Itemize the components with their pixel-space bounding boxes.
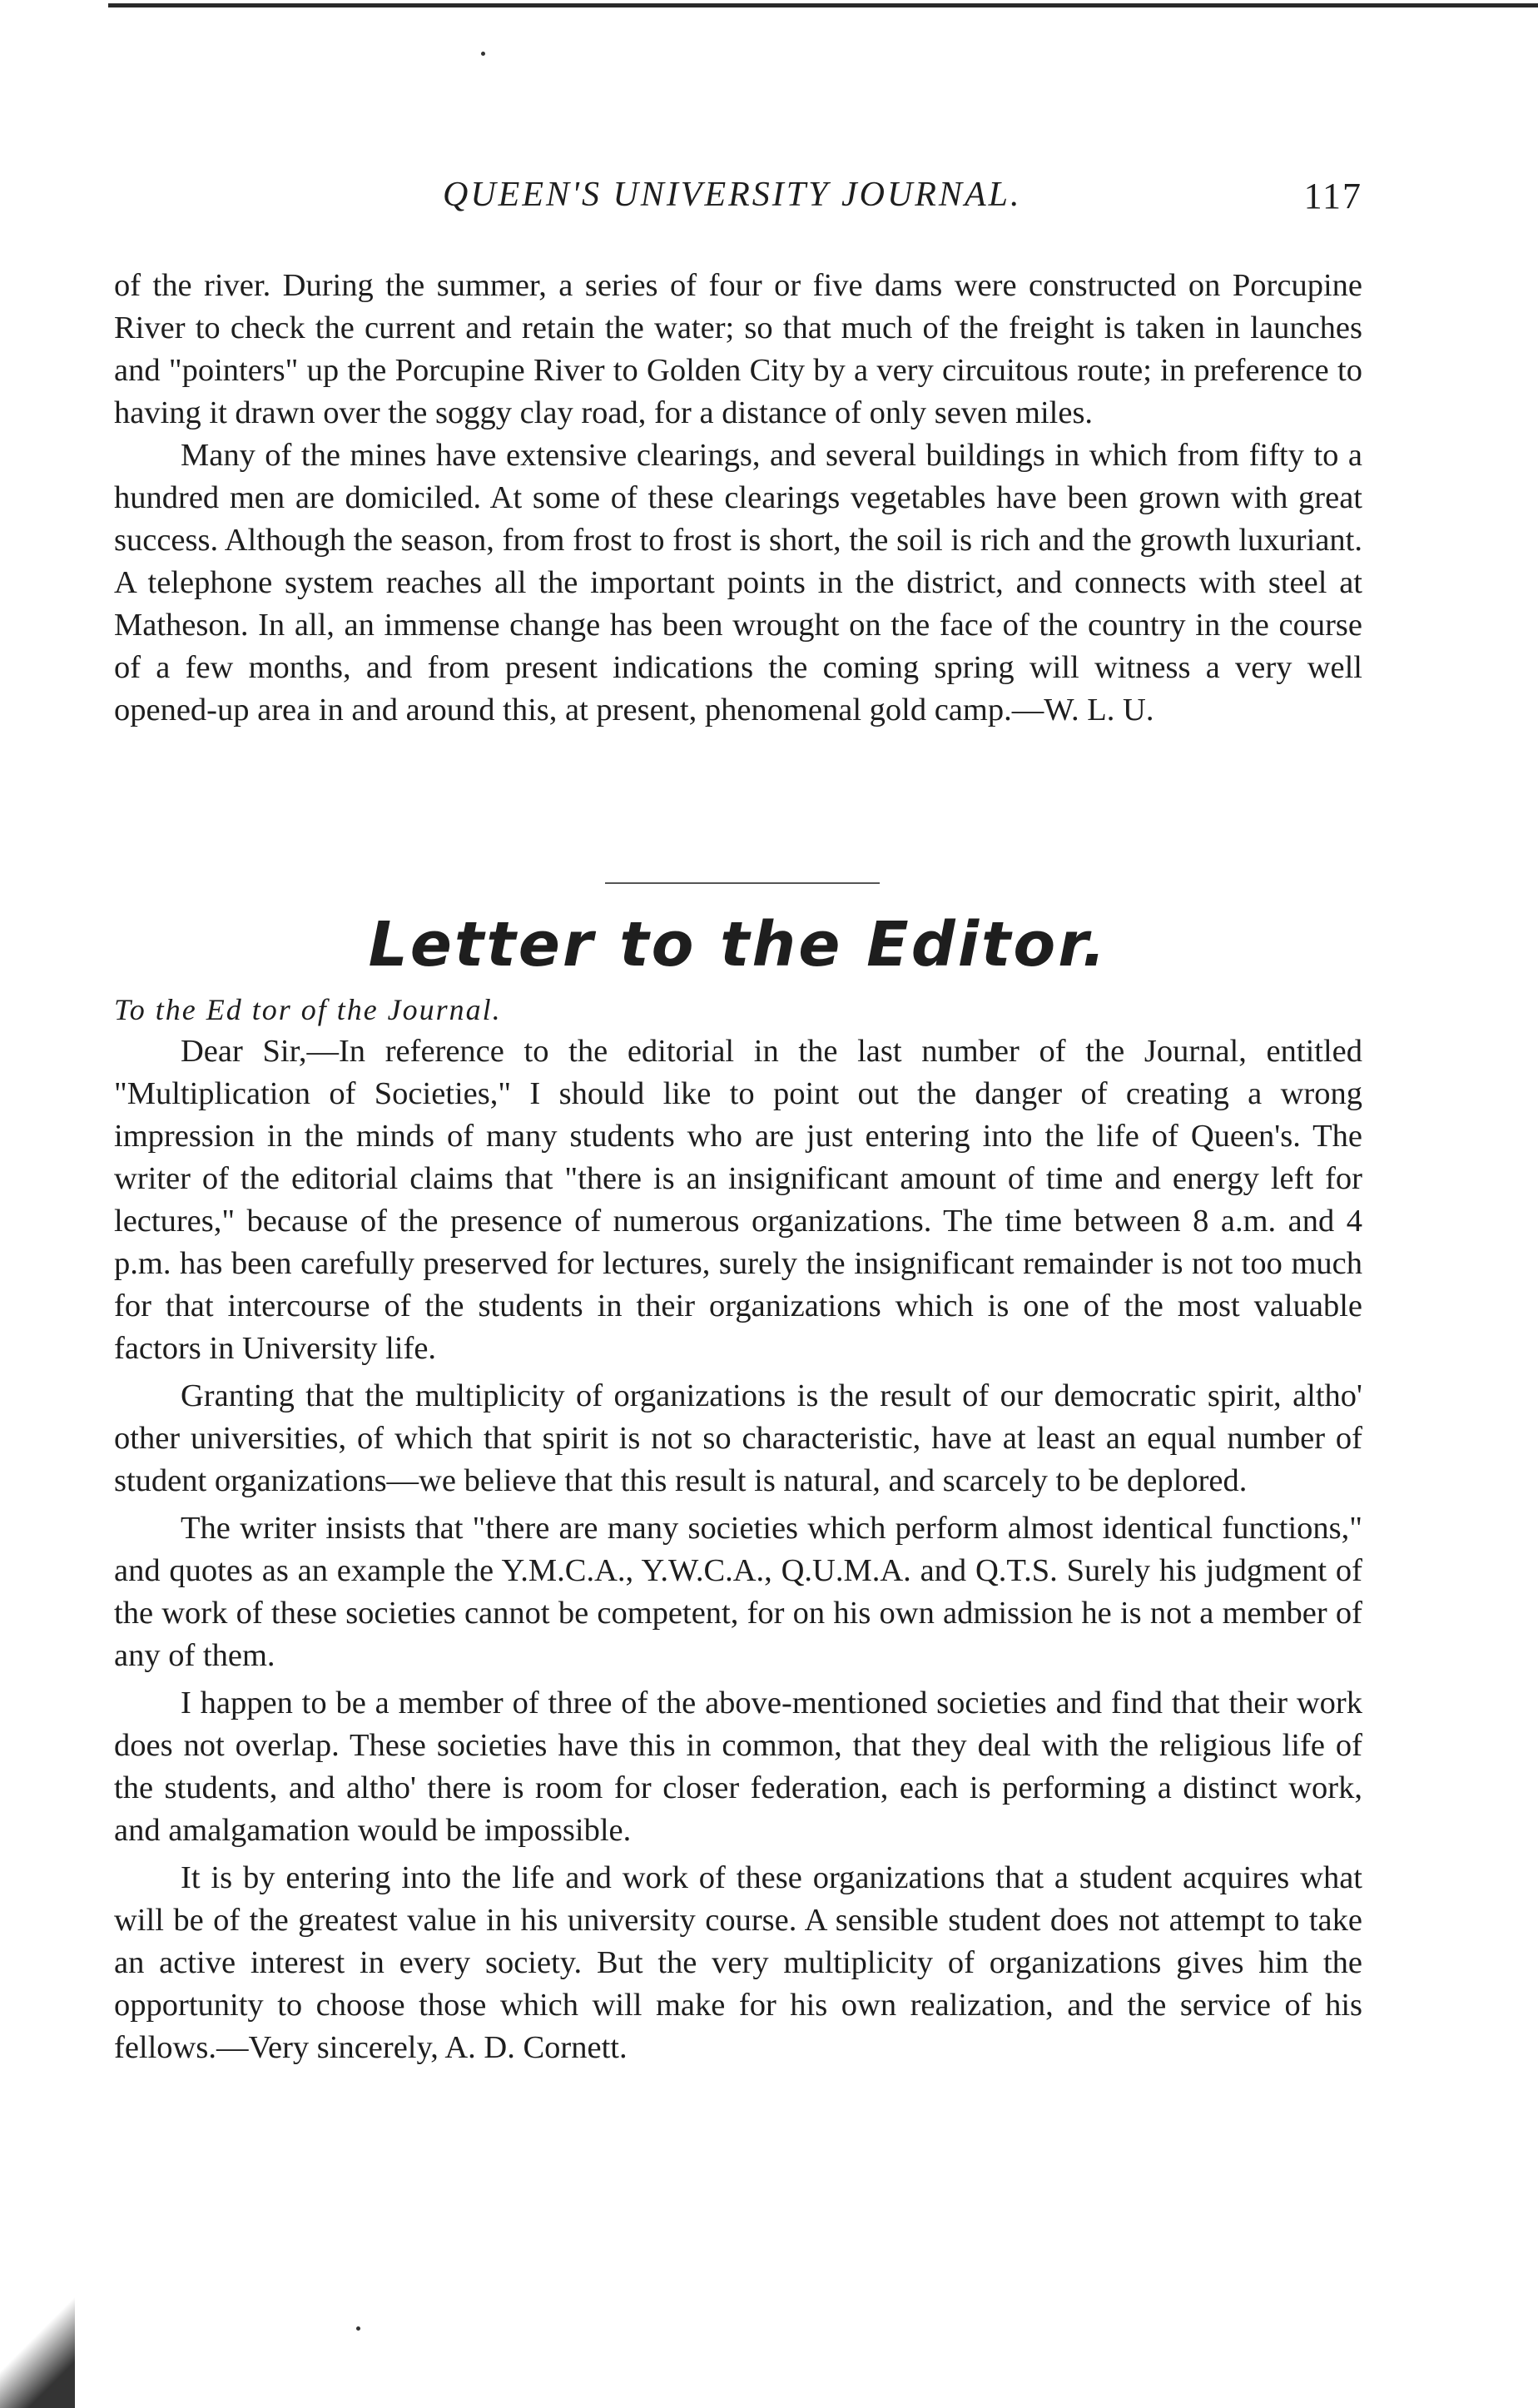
article-paragraph: Many of the mines have extensive clearings, and several buildings in which from fifty to a hundred men are domiciled. At some of these clearings vegetables have been grown with great success. Although the season, from frost to frost is short, the soil is rich and the growth luxuriant. A telephone system reaches all the important points in the district, and connects with steel at Matheson. In all, an immense change has been wrought on the face of the country in the course of a few months, and from present indications the coming spring will witness a very well opened-up area in and around this, at present, phenomenal gold camp.—W. L. U. [114,438,1362,727]
letter-paragraph: The writer insists that "there are many societies which perform almost identical functions," and quotes as an example the Y.M.C.A., Y.W.C.A., Q.U.M.A. and Q.T.S. Surely his judgment of the work of these societies cannot be competent, for on his own admission he is not a member of any of them. [114,1511,1362,1673]
letter-body [114,1030,1362,2069]
top-edge-rule [108,3,1538,7]
letter-paragraph: Dear Sir,—In reference to the editorial in the last number of the Journal, entitled "Multiplication of Societies," I should like to point out the danger of creating a wrong impression in the minds of many students who are just entering into the life of Queen's. The writer of the editorial claims that "there is an insignificant amount of time and energy left for lectures," because of the presence of numerous organizations. The time between 8 a.m. and 4 p.m. has been carefully preserved for lectures, surely the insignificant remainder is not too much for that intercourse of the students in their organizations which is one of the most valuable factors in University life. [114,1034,1362,1366]
letter-paragraph: I happen to be a member of three of the above-mentioned societies and find that their work does not overlap. These societies have this in common, that they deal with the religious life of the students, and altho' there is room for closer federation, each is performing a distinct work, and amalgamation would be impossible. [114,1686,1362,1848]
page-header [114,175,1362,233]
article-paragraph: of the river. During the summer, a series of four or five dams were constructed on Porcupine River to check the current and retain the water; so that much of the freight is taken in launches and "pointers" up the Porcupine River to Golden City by a very circuitous route; in preference to having it drawn over the soggy clay road, for a distance of only seven miles. [114,268,1362,430]
letter-salutation: To the Ed tor of the Journal. [114,993,502,1026]
letter-paragraph: Granting that the multiplicity of organizations is the result of our democratic spirit, altho' other universities, of which that spirit is not so characteristic, have at least an equal number of student organizations—we believe that this result is natural, and scarcely to be deplored. [114,1378,1362,1498]
letter-heading: Letter to the Editor. [368,909,1109,981]
letter-paragraph: It is by entering into the life and work of these organizations that a student acquires what will be of the greatest value in his university course. A sensible student does not attempt to take an active interest in every society. But the very multiplicity of organizations gives him the opportunity to choose those which will make for his own realization, and the service of his fellows.—Very sincerely, A. D. Cornett. [114,1860,1362,2065]
page-corner-shadow [0,2297,75,2408]
article-continuation [114,265,1362,732]
paper-speck [356,2326,360,2331]
page-number: 117 [1303,176,1362,216]
section-separator [605,882,880,884]
running-title: QUEEN'S UNIVERSITY JOURNAL. [443,176,1022,214]
paper-speck [481,52,485,56]
